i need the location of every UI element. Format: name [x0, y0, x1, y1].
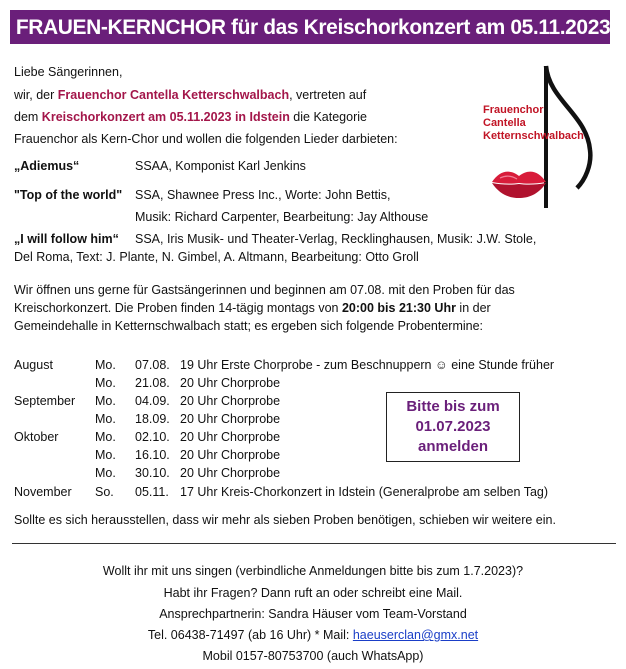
intro-line-3	[14, 108, 367, 126]
title-banner: FRAUEN-KERNCHOR für das Kreischorkonzert am 05.11.2023	[10, 10, 610, 44]
schedule-month: Oktober	[14, 430, 59, 444]
schedule-date: 04.09.	[135, 394, 170, 408]
event-name: Kreischorkonzert am 05.11.2023 in Idstein	[41, 110, 290, 124]
rehearsal-span: bis	[373, 301, 399, 315]
footer-line: Wollt ihr mit uns singen (verbindliche Anmeldungen bitte bis zum 1.7.2023)?	[102, 564, 524, 578]
schedule-date: 05.11.	[135, 485, 169, 499]
contact-person: Ansprechpartnerin: Sandra Häuser vom Team-Vorstand	[159, 607, 467, 621]
schedule-day: So.	[95, 485, 114, 499]
start-time: 20:00	[341, 301, 374, 315]
song-detail: SSA, Shawnee Press Inc., Worte: John Bettis,	[135, 188, 391, 202]
schedule-desc: 19 Uhr Erste Chorprobe - zum Beschnuppern ☺ eine Stunde früher	[180, 358, 555, 372]
intro-text: wir, der	[14, 88, 58, 102]
song-title: "Top of the world"	[14, 188, 123, 202]
greeting: Liebe Sängerinnen,	[14, 65, 123, 79]
email-link[interactable]: haeuserclan@gmx.net	[352, 628, 479, 642]
logo-line: Cantella	[483, 117, 526, 129]
intro-text: dem	[14, 110, 42, 124]
schedule-day: Mo.	[95, 412, 116, 426]
closing-text: Sollte es sich herausstellen, dass wir mehr als sieben Proben benötigen, schieben wir weitere ein.	[14, 513, 556, 527]
intro-line-4: Frauenchor als Kern-Chor und wollen die folgenden Lieder darbieten:	[14, 132, 398, 146]
schedule-desc: 20 Uhr Chorprobe	[180, 466, 281, 480]
schedule-desc: 17 Uhr Kreis-Chorkonzert in Idstein (Generalprobe am selben Tag)	[180, 485, 549, 499]
lips-icon	[490, 167, 548, 199]
schedule-date: 18.09.	[135, 412, 170, 426]
schedule-month: November	[14, 485, 72, 499]
schedule-desc: 20 Uhr Chorprobe	[180, 430, 281, 444]
song-detail: Musik: Richard Carpenter, Bearbeitung: Jay Althouse	[135, 210, 429, 224]
logo-line: Ketternschwalbach	[483, 130, 584, 142]
schedule-desc: 20 Uhr Chorprobe	[180, 448, 281, 462]
intro-line-2	[14, 86, 366, 104]
schedule-month: August	[14, 358, 53, 372]
rehearsal-span: in der	[455, 301, 491, 315]
contact-mobile: Mobil 0157-80753700 (auch WhatsApp)	[202, 649, 424, 663]
schedule-date: 21.08.	[135, 376, 170, 390]
schedule-date: 16.10.	[135, 448, 170, 462]
schedule-day: Mo.	[95, 466, 116, 480]
song-detail: SSAA, Komponist Karl Jenkins	[135, 159, 306, 173]
schedule-month: September	[14, 394, 76, 408]
phone-text: Tel. 06438-71497 (ab 16 Uhr) * Mail:	[147, 628, 353, 642]
note-line: 01.07.2023	[415, 418, 491, 435]
intro-text: die Kategorie	[289, 110, 367, 124]
song-title: „I will follow him“	[14, 232, 119, 246]
choir-name: Frauenchor Cantella Ketterschwalbach	[57, 88, 290, 102]
schedule-desc: 20 Uhr Chorprobe	[180, 394, 281, 408]
logo-line: Frauenchor	[483, 104, 544, 116]
schedule-day: Mo.	[95, 394, 116, 408]
divider	[12, 543, 616, 544]
rehearsal-text: Wir öffnen uns gerne für Gastsängerinnen und beginnen am 07.08. mit den Proben für das	[14, 283, 515, 297]
rehearsal-text: Gemeindehalle in Ketternschwalbach statt; es ergeben sich folgende Probentermine:	[14, 319, 484, 333]
note-line: anmelden	[417, 438, 489, 455]
song-detail: SSA, Iris Musik- und Theater-Verlag, Recklinghausen, Musik: J.W. Stole,	[135, 232, 537, 246]
choir-logo-text	[483, 104, 584, 143]
schedule-day: Mo.	[95, 430, 116, 444]
note-line: Bitte bis zum	[406, 398, 500, 415]
end-time: 21:30 Uhr	[398, 301, 456, 315]
intro-text: , vertreten auf	[289, 88, 367, 102]
rehearsal-span: Kreischorkonzert. Die Proben finden 14-tägig montags von	[14, 301, 342, 315]
schedule-date: 30.10.	[135, 466, 170, 480]
song-title: „Adiemus“	[14, 159, 80, 173]
song-detail: Del Roma, Text: J. Plante, N. Gimbel, A. Altmann, Bearbeitung: Otto Groll	[14, 250, 419, 264]
schedule-date: 02.10.	[135, 430, 170, 444]
schedule-day: Mo.	[95, 376, 116, 390]
schedule-desc: 20 Uhr Chorprobe	[180, 412, 281, 426]
schedule-desc: 20 Uhr Chorprobe	[180, 376, 281, 390]
registration-deadline-box	[386, 392, 520, 462]
footer-line: Habt ihr Fragen? Dann ruft an oder schreibt eine Mail.	[163, 586, 463, 600]
schedule-date: 07.08.	[135, 358, 170, 372]
schedule-day: Mo.	[95, 448, 116, 462]
rehearsal-text	[14, 299, 491, 317]
schedule-day: Mo.	[95, 358, 116, 372]
contact-phone-mail	[0, 626, 626, 644]
